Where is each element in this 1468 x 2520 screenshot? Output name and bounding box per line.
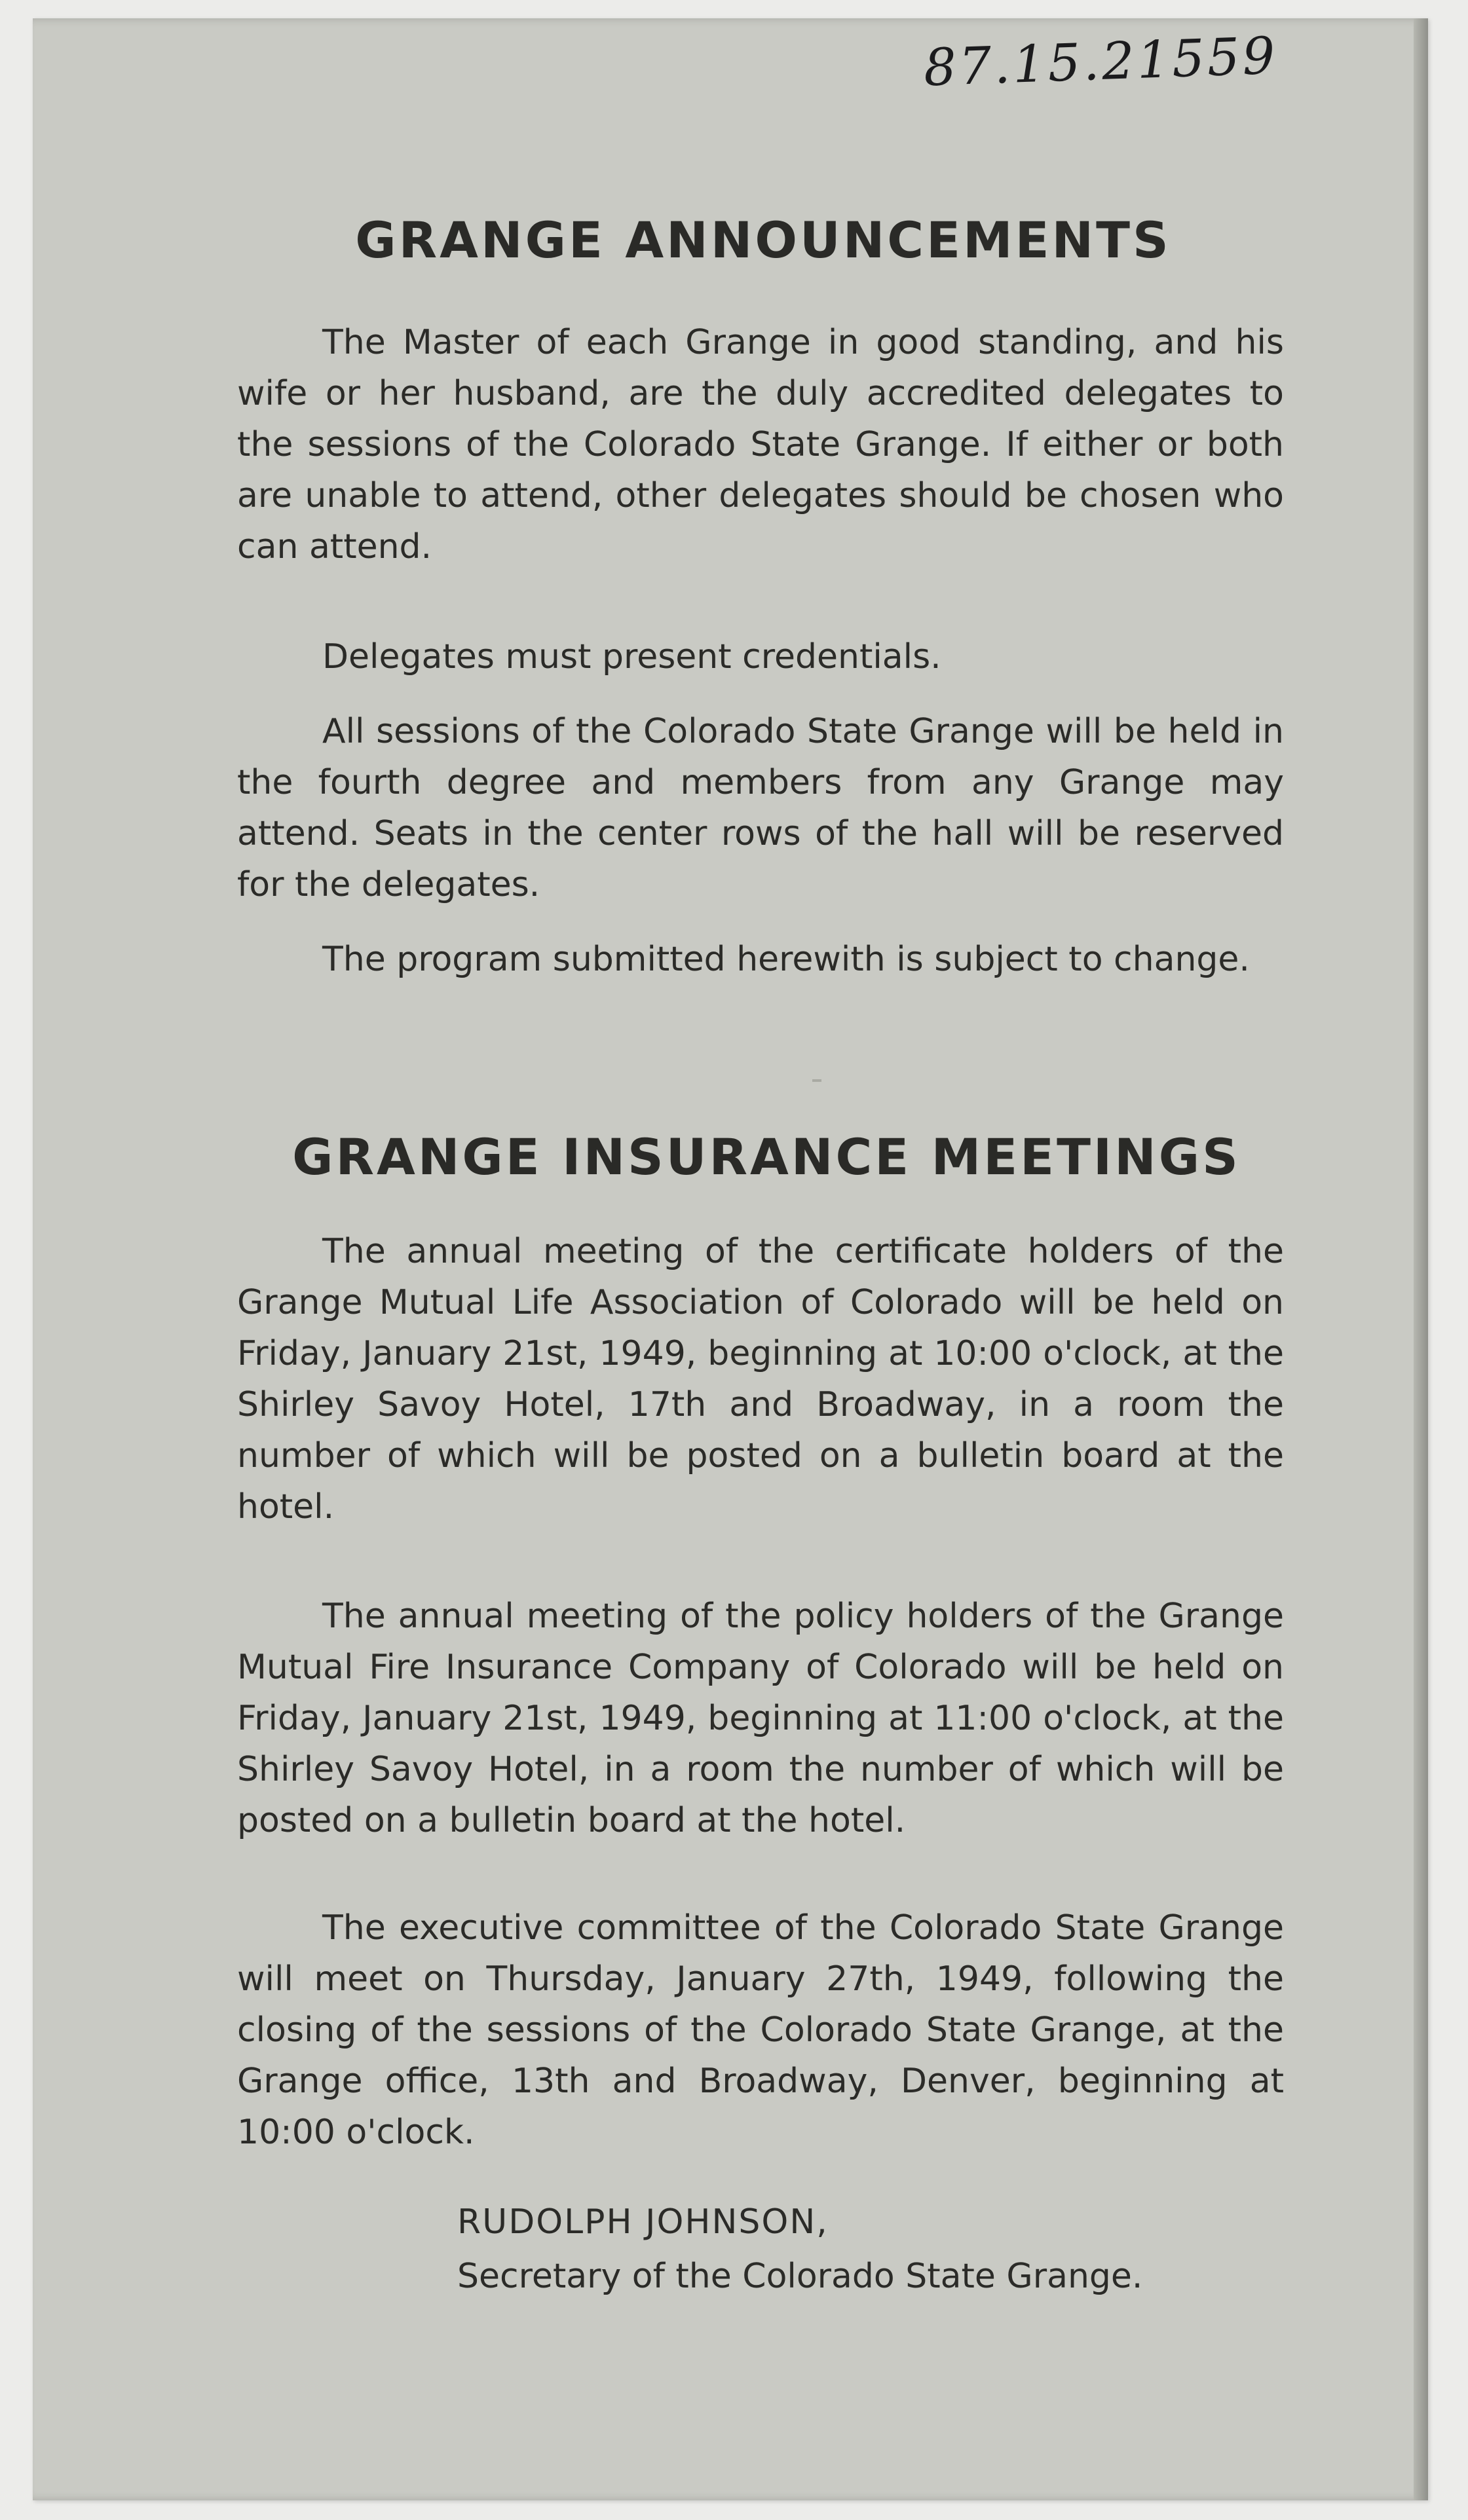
announcements-paragraph-sessions: All sessions of the Colorado State Grange will be held in the fourth degree and members from any Grange may attend. Seats in the center rows of the hall will be reserved for the delegates. xyxy=(237,712,1284,904)
insurance-paragraph-life-association: The annual meeting of the certificate holders of the Grange Mutual Life Association of Colorado will be held on Friday, January 21st, 1949, beginning at 10:00 o'clock, at the Shirley Savoy Hotel, 17th and Broadway, in a room the number of which will be posted on a bulletin board at the hotel. xyxy=(237,1232,1284,1527)
insurance-paragraph-executive-committee: The executive committee of the Colorado State Grange will meet on Thursday, January 27th, 1949, following the closing of the sessions of the Colorado State Grange, at the Grange office, 13th and Broadway, Denver, beginning at 10:00 o'clock. xyxy=(237,1908,1284,2152)
insurance-heading: GRANGE INSURANCE MEETINGS xyxy=(292,1128,1241,1186)
announcements-heading: GRANGE ANNOUNCEMENTS xyxy=(355,211,1171,269)
signature-title: Secretary of the Colorado State Grange. xyxy=(457,2257,1143,2296)
page-edge-shadow xyxy=(1414,18,1428,2500)
paper-mark xyxy=(812,1079,821,1082)
announcements-paragraph-program: The program submitted herewith is subject to change. xyxy=(322,940,1250,979)
announcements-paragraph-delegates: The Master of each Grange in good standing, and his wife or her husband, are the duly accredited delegates to the sessions of the Colorado State Grange. If either or both are unable to attend, other delegates should be chosen who can attend. xyxy=(237,323,1284,566)
handwritten-inventory-number: 87.15.21559 xyxy=(922,26,1279,98)
announcements-paragraph-credentials: Delegates must present credentials. xyxy=(322,637,941,676)
insurance-paragraph-fire-insurance: The annual meeting of the policy holders of the Grange Mutual Fire Insurance Company of Colorado will be held on Friday, January 21st, 1949, beginning at 11:00 o'clock, at the Shirley Savoy Hotel, in a room the number of which will be posted on a bulletin board at the hotel. xyxy=(237,1597,1284,1840)
signature-name: RUDOLPH JOHNSON, xyxy=(457,2202,829,2242)
